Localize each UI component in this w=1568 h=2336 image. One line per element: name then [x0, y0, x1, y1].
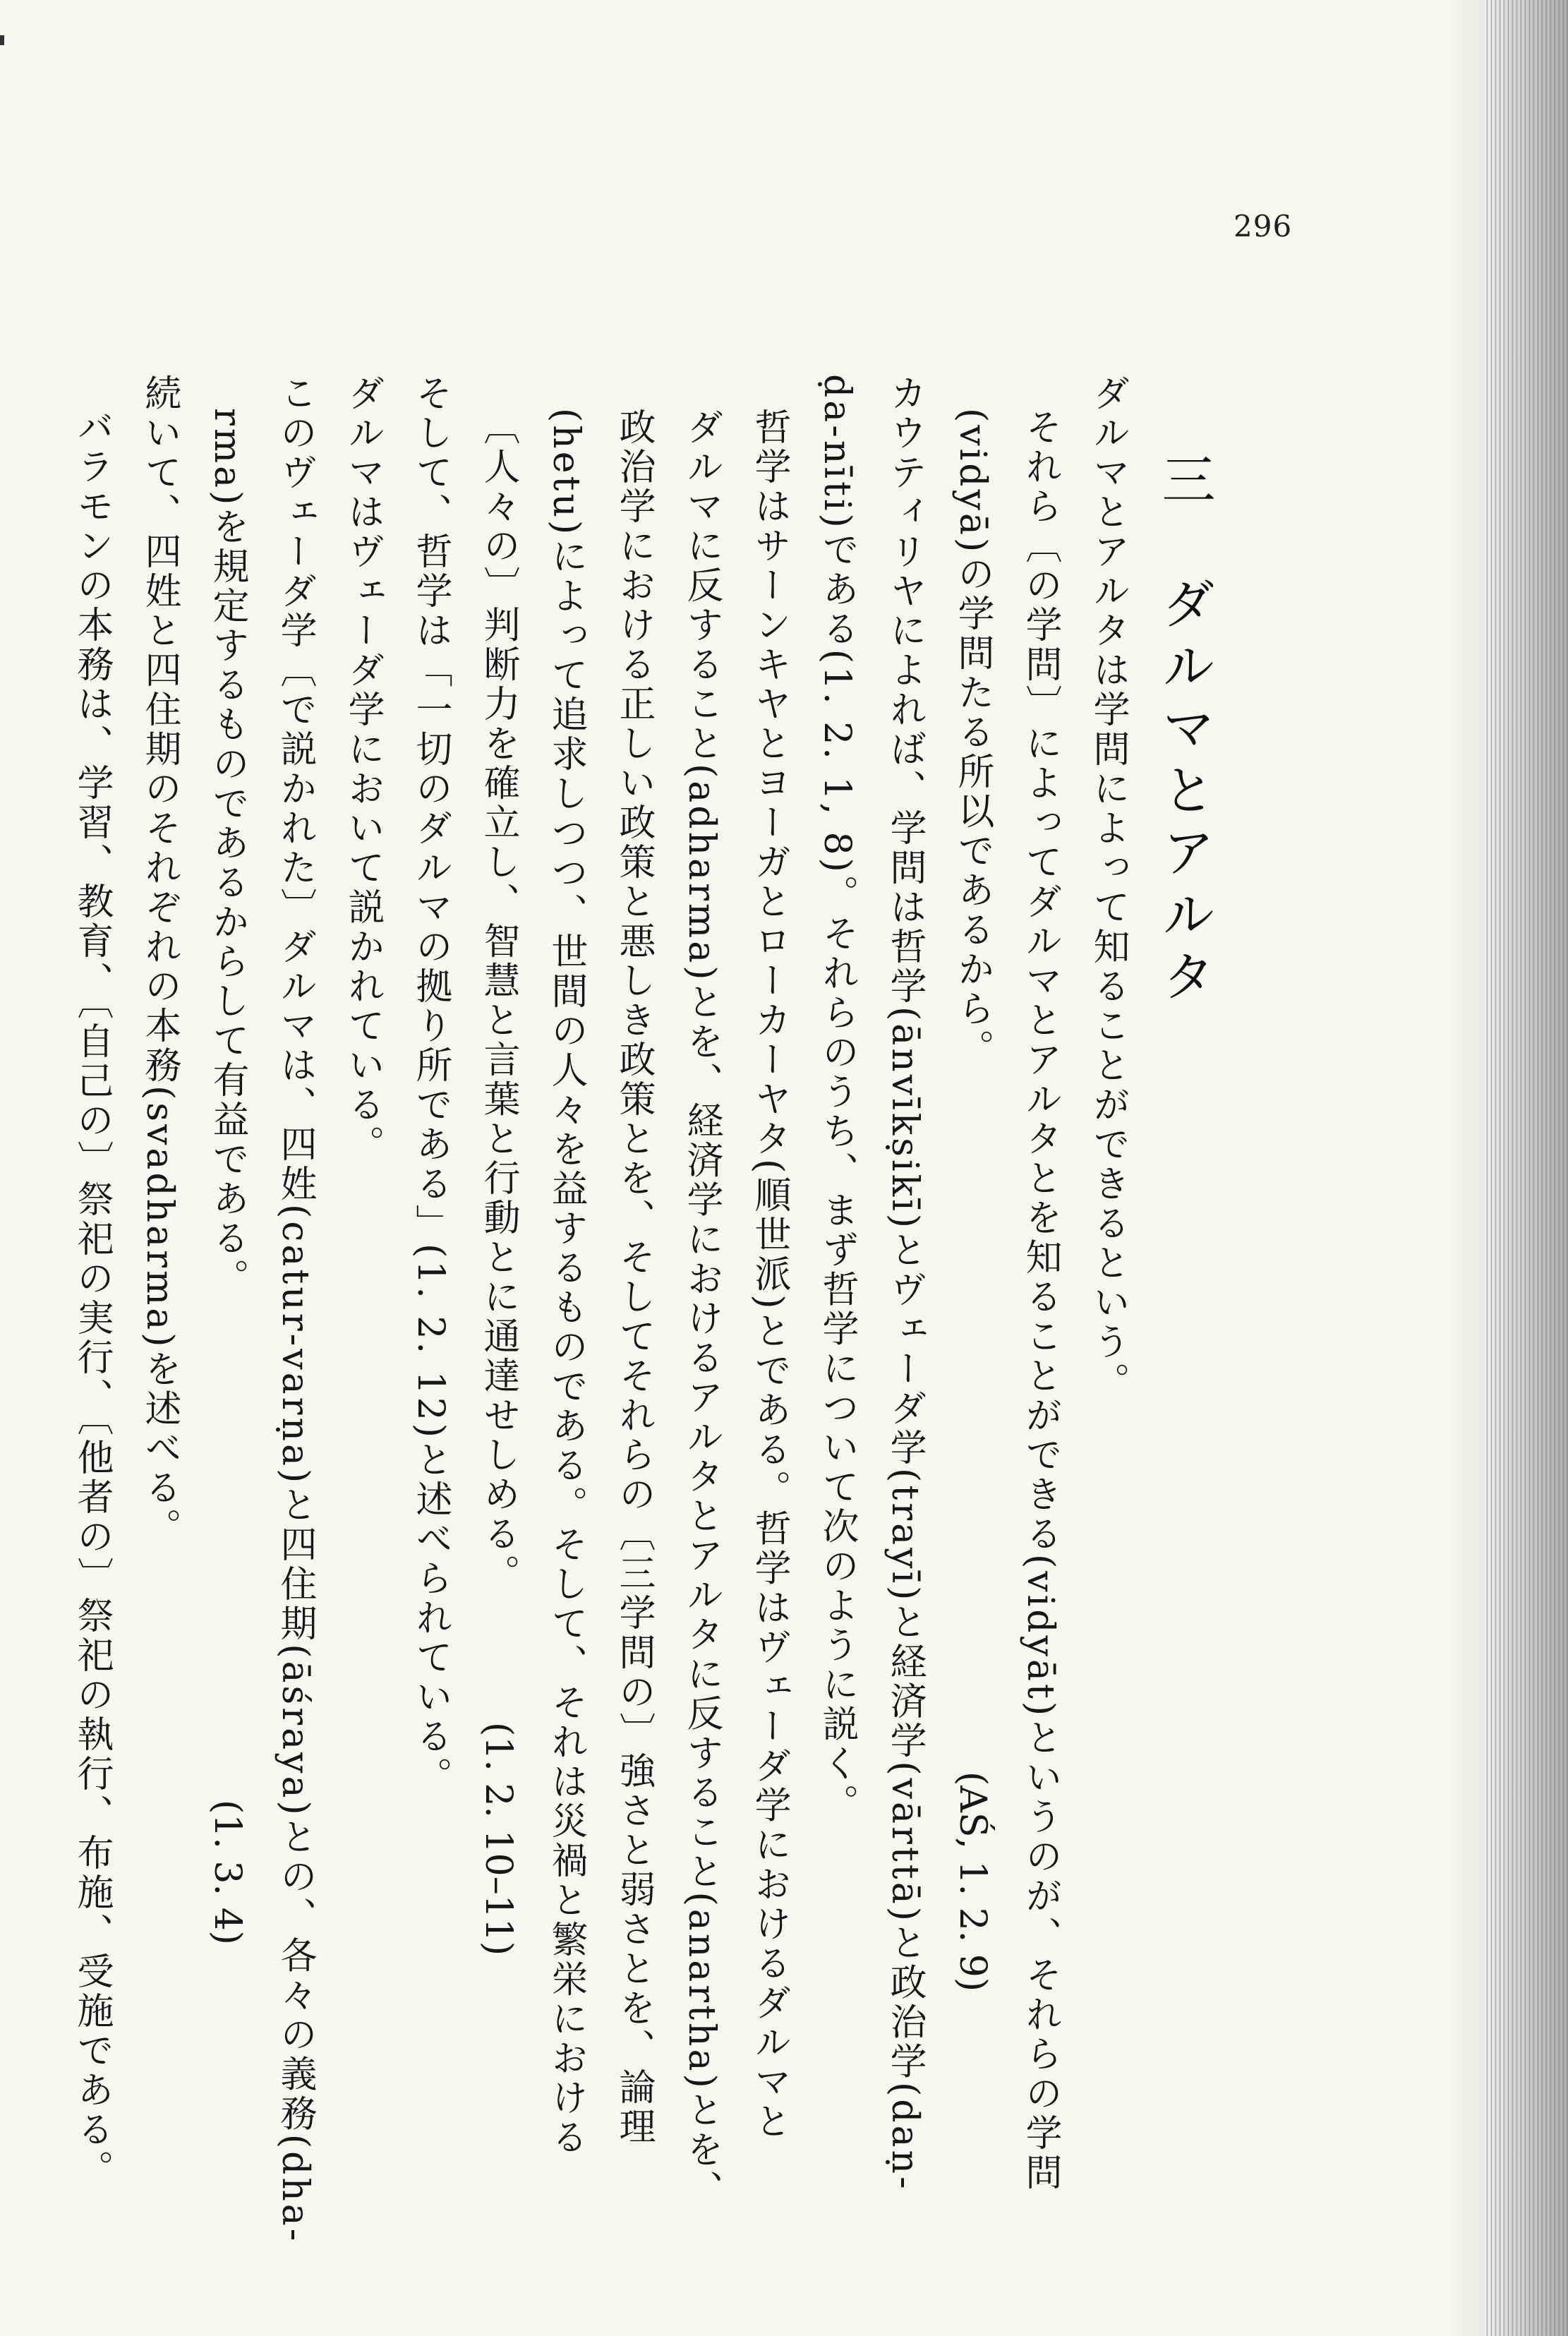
section-heading: 三 ダルマとアルタ — [1153, 452, 1216, 1011]
text-column-1: ダルマとアルタは学問によって知ることができるという。 — [1087, 374, 1129, 1402]
text-column-10: 〔人々の〕判断力を確立し、智慧と言葉と行動とに通達せしめる。 — [477, 408, 519, 1594]
text-column-4: カウティリヤによれば、学問は哲学(ānvīkṣikī)とヴェーダ学(trayī)と経済学(vārttā)と政治学(daṇ- — [883, 374, 926, 2192]
text-column-15: 続いて、四姓と四住期のそれぞれの本務(svadharma)を述べる。 — [138, 374, 181, 1548]
text-column-2: それら〔の学問〕によってダルマとアルタとを知ることができる(vidyāt)というのが、それらの学問 — [1019, 408, 1061, 2193]
text-column-12: ダルマはヴェーダ学において説かれている。 — [342, 374, 384, 1164]
text-column-8: 政治学における正しい政策と悪しき政策とを、そしてそれらの〔三学問の〕強さと弱さとを、論理 — [613, 408, 655, 2147]
page-number: 296 — [1234, 209, 1293, 243]
text-column-5: ḍa-nīti)である(1. 2. 1, 8)。それらのうち、まず哲学について次のように説く。 — [816, 374, 858, 1824]
citation-1-2-10-11: (1. 2. 10–11) — [477, 1722, 519, 1956]
text-column-7: ダルマに反すること(adharma)とを、経済学におけるアルタとアルタに反すること(anartha)とを、 — [680, 408, 723, 2210]
page-edge — [1485, 0, 1568, 2336]
text-column-3: (vidyā)の学問たる所以であるから。 — [951, 408, 994, 1069]
margin-mark — [0, 35, 4, 45]
text-column-11: そして、哲学は「一切のダルマの拠り所である」(1. 2. 12)と述べられている。 — [409, 374, 452, 1797]
text-column-13: このヴェーダ学〔で説かれた〕ダルマは、四姓(catur-varṇa)と四住期(āśraya)との、各々の義務(dha- — [274, 374, 316, 2244]
citation-as-1-2-9: (AŚ, 1. 2. 9) — [951, 1771, 994, 1992]
citation-1-3-4: (1. 3. 4) — [206, 1800, 248, 1945]
text-column-9: (hetu)によって追求しつつ、世間の人々を益するものである。そして、それは災禍と繁栄における — [545, 408, 587, 2158]
text-column-16: バラモンの本務は、学習、教育、〔自己の〕祭祀の実行、〔他者の〕祭祀の執行、布施、受施である。 — [71, 408, 113, 2189]
text-column-14: rma)を規定するものであるからして有益である。 — [206, 408, 248, 1299]
page-edge-shadow — [1442, 0, 1485, 2336]
text-column-6: 哲学はサーンキヤとヨーガとローカーヤタ(順世派)とである。哲学はヴェーダ学におけるダルマと — [748, 408, 790, 2142]
